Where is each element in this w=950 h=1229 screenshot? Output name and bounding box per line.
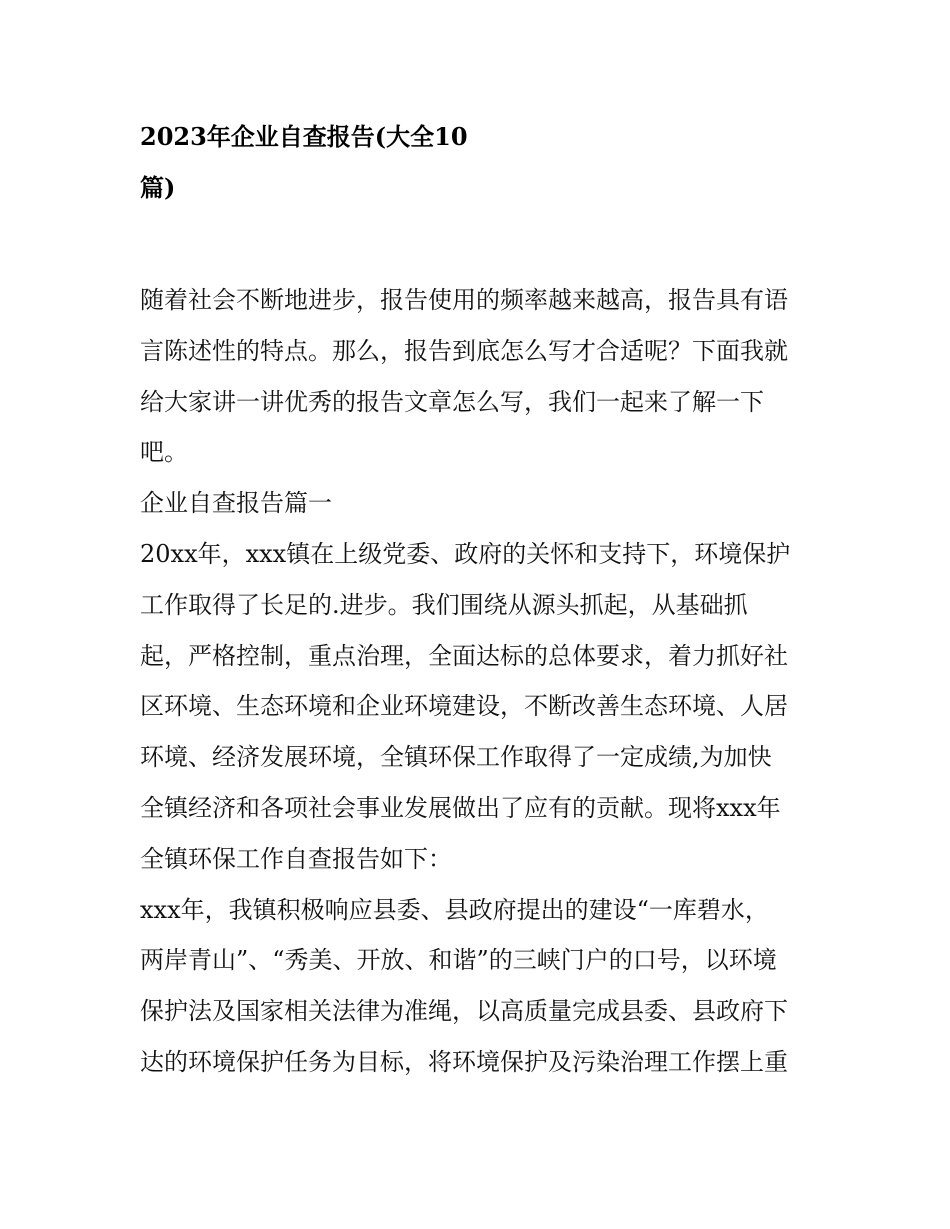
paragraph-line: 全镇经济和各项社会事业发展做出了应有的贡献。现将xxx年 bbox=[140, 793, 781, 822]
title-line: 2023年企业自查报告(大全10 bbox=[140, 122, 468, 151]
document-body bbox=[140, 275, 820, 1088]
paragraph-line: 工作取得了长足的.进步。我们围绕从源头抓起，从基础抓 bbox=[140, 590, 748, 619]
intro-line: 言陈述性的特点。那么，报告到底怎么写才合适呢？下面我就 bbox=[140, 336, 788, 365]
paragraph-line: 起，严格控制，重点治理，全面达标的总体要求，着力抓好社 bbox=[140, 641, 788, 670]
document-title bbox=[140, 112, 820, 214]
paragraph-line: 全镇环保工作自查报告如下： bbox=[140, 844, 452, 873]
paragraph-line: xxx年，我镇积极响应县委、县政府提出的建设“一库碧水， bbox=[140, 895, 769, 924]
paragraph-line: 20xx年，xxx镇在上级党委、政府的关怀和支持下，环境保护 bbox=[140, 539, 791, 568]
paragraph-line: 环境、经济发展环境，全镇环保工作取得了一定成绩,为加快 bbox=[140, 743, 772, 772]
paragraph-line: 两岸青山”、“秀美、开放、和谐”的三峡门户的口号，以环境 bbox=[140, 946, 777, 975]
paragraph-line: 达的环境保护任务为目标，将环境保护及污染治理工作摆上重 bbox=[140, 1047, 788, 1076]
paragraph-line: 区环境、生态环境和企业环境建设，不断改善生态环境、人居 bbox=[140, 692, 788, 721]
paragraph-line: 保护法及国家相关法律为准绳，以高质量完成县委、县政府下 bbox=[140, 997, 788, 1026]
intro-line: 吧。 bbox=[140, 438, 188, 467]
section-heading: 企业自查报告篇一 bbox=[140, 489, 332, 518]
intro-line: 随着社会不断地进步，报告使用的频率越来越高，报告具有语 bbox=[140, 286, 788, 314]
title-line: 篇) bbox=[140, 172, 176, 202]
intro-line: 给大家讲一讲优秀的报告文章怎么写，我们一起来了解一下 bbox=[140, 387, 764, 416]
